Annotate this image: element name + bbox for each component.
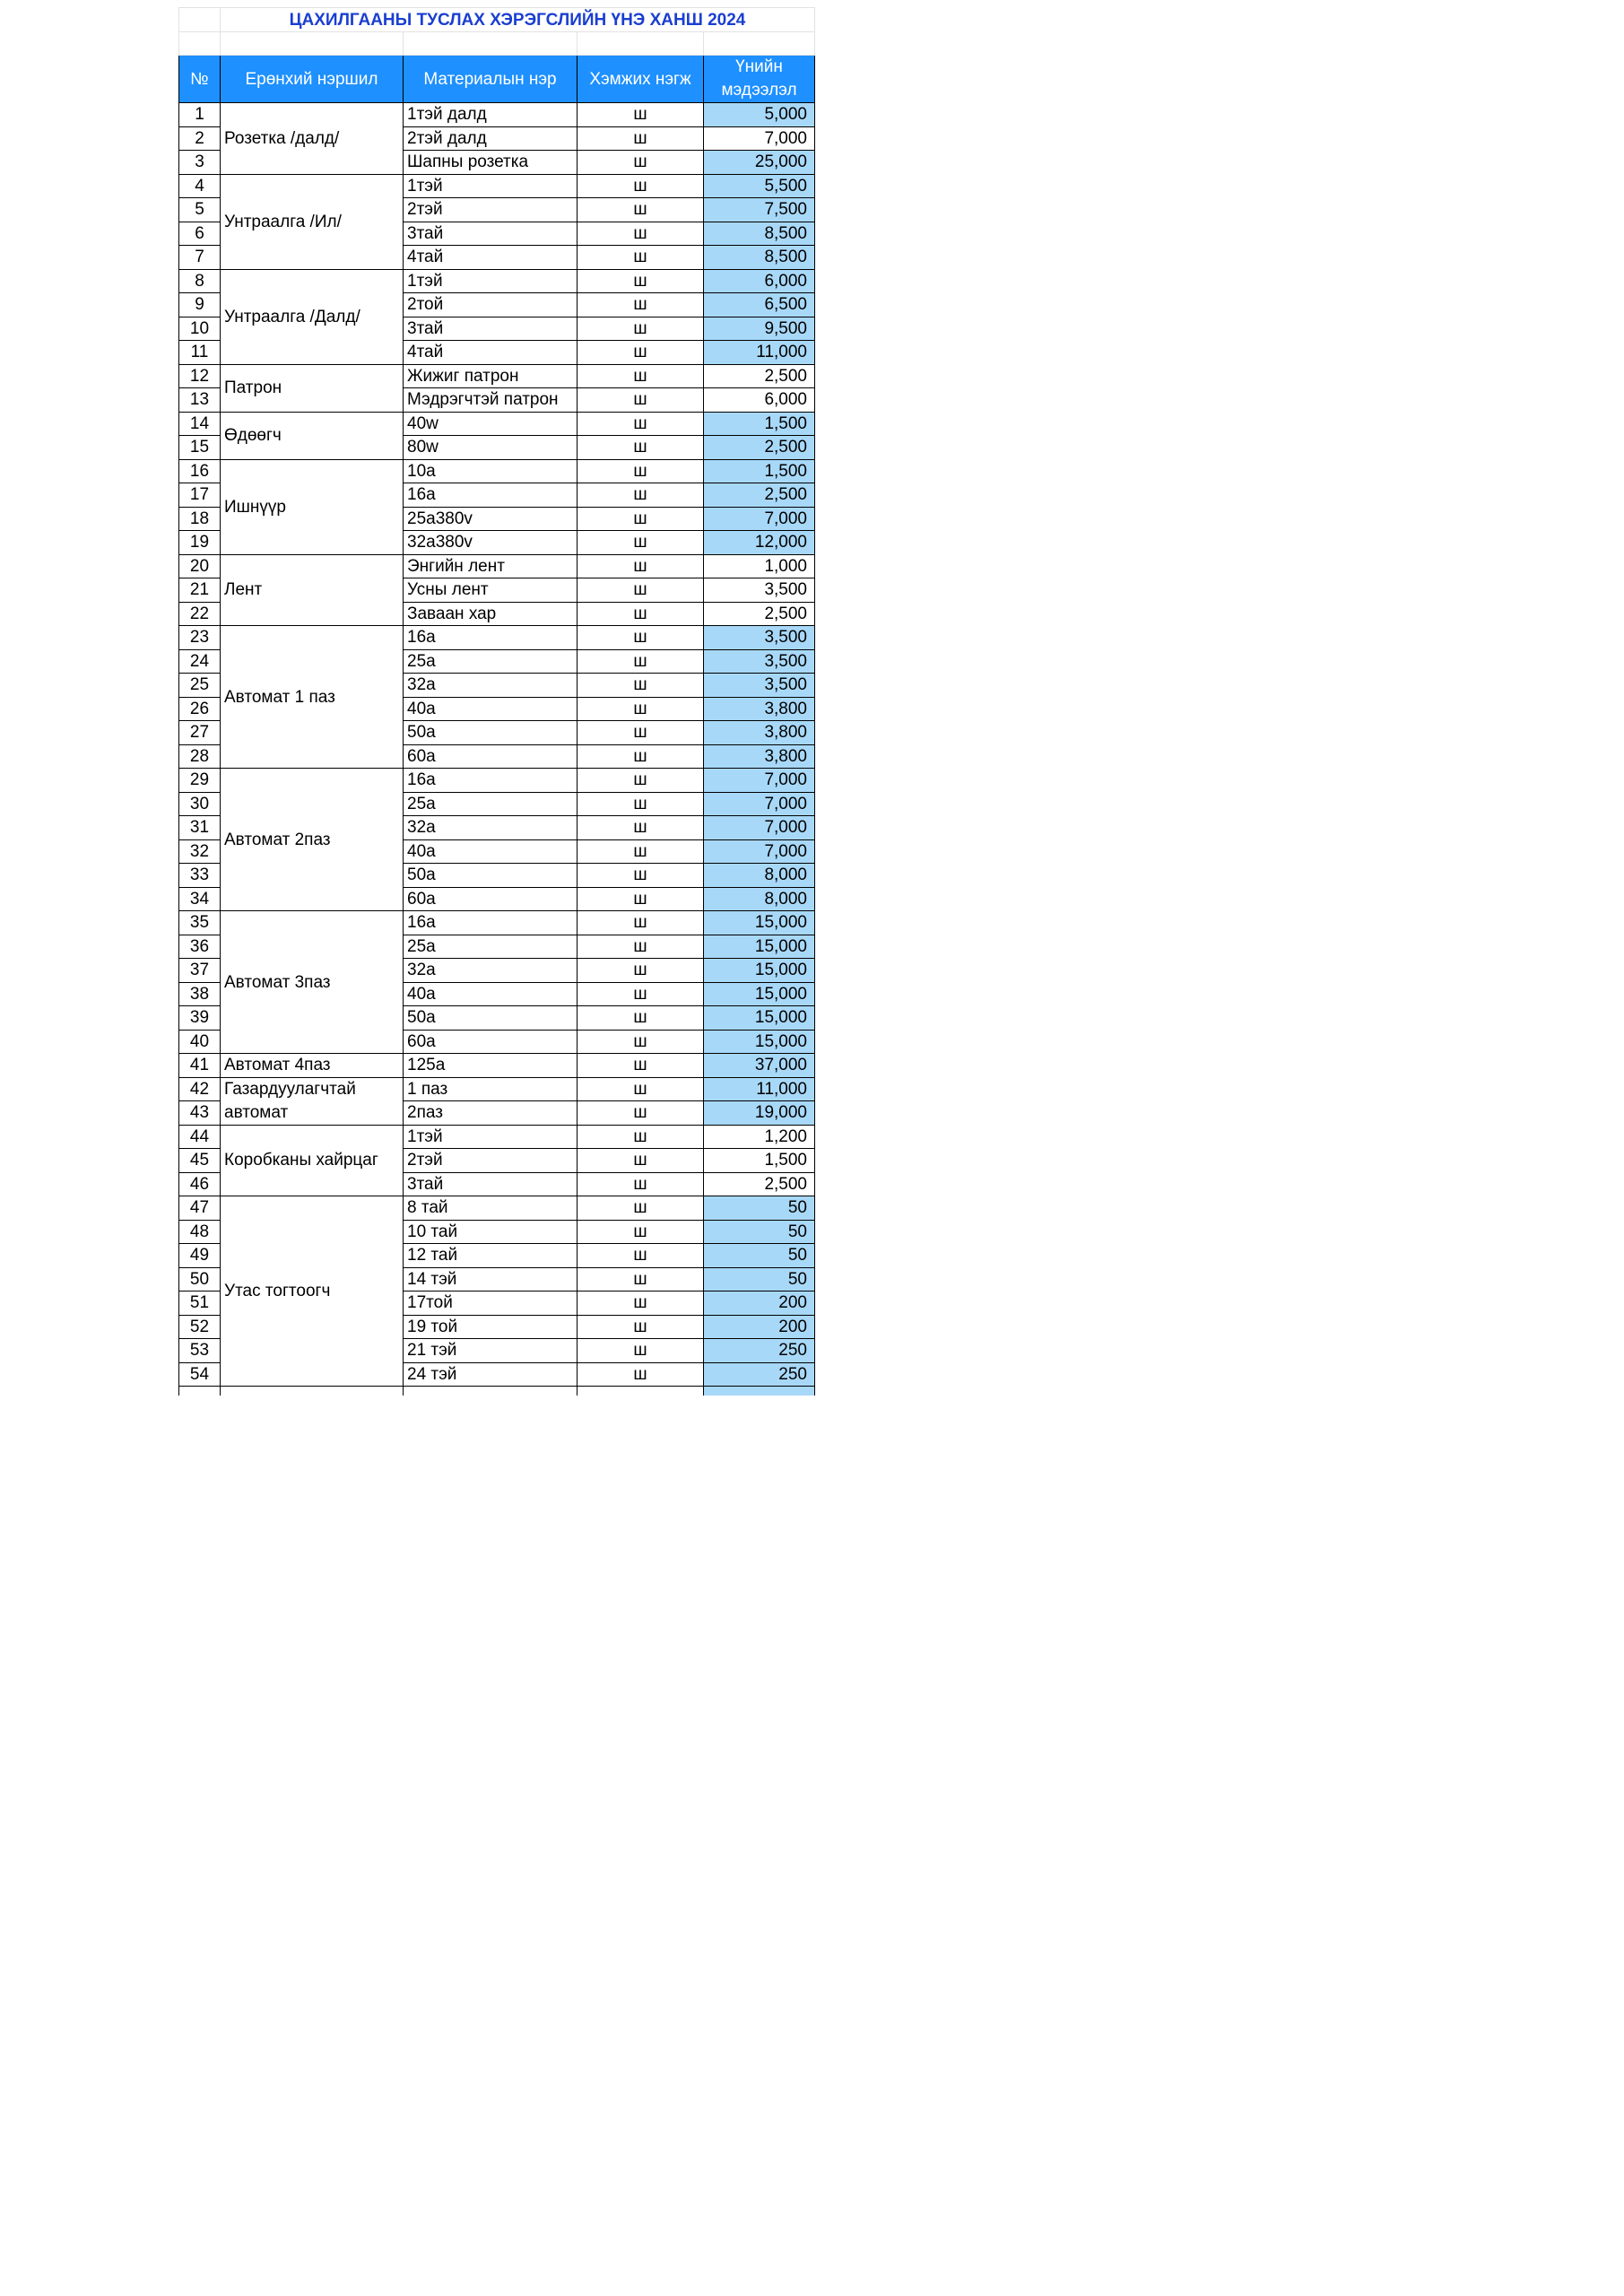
price-cell: 7,000 xyxy=(704,792,815,816)
material-name-cell: 1тэй далд xyxy=(404,103,578,127)
row-number: 5 xyxy=(179,198,221,222)
blank-row xyxy=(179,32,815,56)
price-cell: 6,000 xyxy=(704,269,815,293)
material-name-cell: 32а xyxy=(404,959,578,983)
material-name-cell: 50а xyxy=(404,721,578,745)
general-name-cell: Унтраалга /Ил/ xyxy=(221,174,404,269)
unit-cell: ш xyxy=(578,198,704,222)
cutoff-cell xyxy=(578,1387,704,1396)
unit-cell: ш xyxy=(578,126,704,151)
row-number: 34 xyxy=(179,887,221,911)
table-row-cutoff xyxy=(179,1387,815,1396)
row-number: 4 xyxy=(179,174,221,198)
table-row xyxy=(179,412,815,436)
price-cell: 1,200 xyxy=(704,1125,815,1149)
unit-cell: ш xyxy=(578,744,704,769)
row-number: 14 xyxy=(179,412,221,436)
row-number: 51 xyxy=(179,1292,221,1316)
row-number: 52 xyxy=(179,1315,221,1339)
material-name-cell: 25а xyxy=(404,792,578,816)
material-name-cell: 40а xyxy=(404,982,578,1006)
material-name-cell: 17той xyxy=(404,1292,578,1316)
price-cell: 3,800 xyxy=(704,721,815,745)
material-name-cell: Усны лент xyxy=(404,578,578,603)
material-name-cell: 10а xyxy=(404,459,578,483)
unit-cell: ш xyxy=(578,626,704,650)
price-cell: 2,500 xyxy=(704,1172,815,1196)
material-name-cell: 1тэй xyxy=(404,269,578,293)
row-number: 3 xyxy=(179,151,221,175)
unit-cell: ш xyxy=(578,769,704,793)
material-name-cell: 21 тэй xyxy=(404,1339,578,1363)
row-number: 25 xyxy=(179,674,221,698)
price-cell: 7,000 xyxy=(704,507,815,531)
unit-cell: ш xyxy=(578,697,704,721)
unit-cell: ш xyxy=(578,174,704,198)
unit-cell: ш xyxy=(578,507,704,531)
price-cell: 8,000 xyxy=(704,887,815,911)
material-name-cell: 1 паз xyxy=(404,1077,578,1101)
row-number: 23 xyxy=(179,626,221,650)
price-cell: 12,000 xyxy=(704,531,815,555)
material-name-cell: Мэдрэгчтэй патрон xyxy=(404,388,578,413)
general-name-cell: Унтраалга /Далд/ xyxy=(221,269,404,364)
price-cell: 200 xyxy=(704,1315,815,1339)
material-name-cell: 3тай xyxy=(404,317,578,341)
unit-cell: ш xyxy=(578,1220,704,1244)
row-number: 35 xyxy=(179,911,221,935)
price-cell: 5,000 xyxy=(704,103,815,127)
price-cell: 250 xyxy=(704,1362,815,1387)
price-cell: 50 xyxy=(704,1244,815,1268)
table-row xyxy=(179,911,815,935)
unit-cell: ш xyxy=(578,554,704,578)
unit-cell: ш xyxy=(578,293,704,317)
price-cell: 15,000 xyxy=(704,1030,815,1054)
unit-cell: ш xyxy=(578,317,704,341)
price-sheet xyxy=(178,7,815,1396)
material-name-cell: Заваан хар xyxy=(404,602,578,626)
unit-cell: ш xyxy=(578,959,704,983)
price-cell: 2,500 xyxy=(704,602,815,626)
price-cell: 7,500 xyxy=(704,198,815,222)
title-row xyxy=(179,8,815,32)
row-number: 36 xyxy=(179,935,221,959)
price-cell: 1,500 xyxy=(704,459,815,483)
cutoff-cell xyxy=(179,1387,221,1396)
price-cell: 11,000 xyxy=(704,341,815,365)
price-cell: 25,000 xyxy=(704,151,815,175)
price-cell: 8,000 xyxy=(704,864,815,888)
price-cell: 250 xyxy=(704,1339,815,1363)
price-cell: 1,000 xyxy=(704,554,815,578)
row-number: 46 xyxy=(179,1172,221,1196)
material-name-cell: Шапны розетка xyxy=(404,151,578,175)
material-name-cell: 4тай xyxy=(404,246,578,270)
unit-cell: ш xyxy=(578,246,704,270)
material-name-cell: 40w xyxy=(404,412,578,436)
price-cell: 3,500 xyxy=(704,674,815,698)
price-cell: 8,500 xyxy=(704,222,815,246)
unit-cell: ш xyxy=(578,483,704,508)
row-number: 38 xyxy=(179,982,221,1006)
header-no: № xyxy=(179,56,221,103)
row-number: 19 xyxy=(179,531,221,555)
material-name-cell: 60а xyxy=(404,1030,578,1054)
material-name-cell: 60а xyxy=(404,887,578,911)
row-number: 37 xyxy=(179,959,221,983)
unit-cell: ш xyxy=(578,864,704,888)
table-row xyxy=(179,269,815,293)
row-number: 26 xyxy=(179,697,221,721)
row-number: 49 xyxy=(179,1244,221,1268)
row-number: 7 xyxy=(179,246,221,270)
price-cell: 5,500 xyxy=(704,174,815,198)
unit-cell: ш xyxy=(578,1006,704,1031)
row-number: 41 xyxy=(179,1054,221,1078)
row-number: 53 xyxy=(179,1339,221,1363)
general-name-cell: Патрон xyxy=(221,364,404,412)
price-cell: 7,000 xyxy=(704,816,815,840)
price-cell: 11,000 xyxy=(704,1077,815,1101)
price-cell: 7,000 xyxy=(704,126,815,151)
general-name-cell: Лент xyxy=(221,554,404,626)
material-name-cell: 125а xyxy=(404,1054,578,1078)
row-number: 33 xyxy=(179,864,221,888)
unit-cell: ш xyxy=(578,1267,704,1292)
header-general: Ерөнхий нэршил xyxy=(221,56,404,103)
price-cell: 15,000 xyxy=(704,1006,815,1031)
row-number: 18 xyxy=(179,507,221,531)
price-cell: 2,500 xyxy=(704,483,815,508)
price-cell: 15,000 xyxy=(704,935,815,959)
header-row xyxy=(179,56,815,103)
row-number: 21 xyxy=(179,578,221,603)
price-cell: 2,500 xyxy=(704,436,815,460)
unit-cell: ш xyxy=(578,911,704,935)
general-name-cell: Автомат 4паз xyxy=(221,1054,404,1078)
unit-cell: ш xyxy=(578,269,704,293)
row-number: 27 xyxy=(179,721,221,745)
material-name-cell: 4тай xyxy=(404,341,578,365)
general-name-cell: Автомат 3паз xyxy=(221,911,404,1054)
material-name-cell: 10 тай xyxy=(404,1220,578,1244)
row-number: 10 xyxy=(179,317,221,341)
material-name-cell: 1тэй xyxy=(404,174,578,198)
unit-cell: ш xyxy=(578,1292,704,1316)
price-table xyxy=(178,7,815,1396)
row-number: 54 xyxy=(179,1362,221,1387)
material-name-cell: 3тай xyxy=(404,222,578,246)
row-number: 48 xyxy=(179,1220,221,1244)
table-row xyxy=(179,1077,815,1101)
table-row xyxy=(179,1125,815,1149)
row-number: 43 xyxy=(179,1101,221,1126)
material-name-cell: 32а xyxy=(404,674,578,698)
material-name-cell: Энгийн лент xyxy=(404,554,578,578)
table-row xyxy=(179,103,815,127)
price-cell: 3,500 xyxy=(704,578,815,603)
material-name-cell: 2тэй xyxy=(404,198,578,222)
table-row xyxy=(179,626,815,650)
row-number: 17 xyxy=(179,483,221,508)
row-number: 15 xyxy=(179,436,221,460)
price-cell: 15,000 xyxy=(704,911,815,935)
unit-cell: ш xyxy=(578,1125,704,1149)
unit-cell: ш xyxy=(578,1315,704,1339)
unit-cell: ш xyxy=(578,578,704,603)
unit-cell: ш xyxy=(578,388,704,413)
material-name-cell: 12 тай xyxy=(404,1244,578,1268)
material-name-cell: 8 тай xyxy=(404,1196,578,1221)
material-name-cell: 25а380v xyxy=(404,507,578,531)
material-name-cell: Жижиг патрон xyxy=(404,364,578,388)
header-price xyxy=(704,56,815,103)
table-row xyxy=(179,459,815,483)
header-unit: Хэмжих нэгж xyxy=(578,56,704,103)
unit-cell: ш xyxy=(578,1172,704,1196)
unit-cell: ш xyxy=(578,982,704,1006)
material-name-cell: 16а xyxy=(404,911,578,935)
unit-cell: ш xyxy=(578,222,704,246)
price-cell: 2,500 xyxy=(704,364,815,388)
material-name-cell: 1тэй xyxy=(404,1125,578,1149)
price-cell: 50 xyxy=(704,1220,815,1244)
general-name-cell: Утас тогтоогч xyxy=(221,1196,404,1387)
material-name-cell: 2той xyxy=(404,293,578,317)
material-name-cell: 14 тэй xyxy=(404,1267,578,1292)
row-number: 13 xyxy=(179,388,221,413)
unit-cell: ш xyxy=(578,103,704,127)
material-name-cell: 50а xyxy=(404,1006,578,1031)
unit-cell: ш xyxy=(578,935,704,959)
price-cell: 9,500 xyxy=(704,317,815,341)
material-name-cell: 19 той xyxy=(404,1315,578,1339)
general-name-cell: Өдөөгч xyxy=(221,412,404,459)
row-number: 8 xyxy=(179,269,221,293)
general-name-cell: Коробканы хайрцаг xyxy=(221,1125,404,1196)
row-number: 50 xyxy=(179,1267,221,1292)
cutoff-cell xyxy=(704,1387,815,1396)
price-cell: 3,800 xyxy=(704,744,815,769)
unit-cell: ш xyxy=(578,816,704,840)
row-number: 20 xyxy=(179,554,221,578)
price-cell: 50 xyxy=(704,1267,815,1292)
row-number: 32 xyxy=(179,839,221,864)
unit-cell: ш xyxy=(578,531,704,555)
unit-cell: ш xyxy=(578,674,704,698)
row-number: 31 xyxy=(179,816,221,840)
unit-cell: ш xyxy=(578,436,704,460)
material-name-cell: 50а xyxy=(404,864,578,888)
row-number: 6 xyxy=(179,222,221,246)
row-number: 42 xyxy=(179,1077,221,1101)
material-name-cell: 3тай xyxy=(404,1172,578,1196)
material-name-cell: 2тэй далд xyxy=(404,126,578,151)
table-row xyxy=(179,554,815,578)
table-row xyxy=(179,174,815,198)
row-number: 30 xyxy=(179,792,221,816)
unit-cell: ш xyxy=(578,1054,704,1078)
unit-cell: ш xyxy=(578,151,704,175)
table-row xyxy=(179,1196,815,1221)
row-number: 28 xyxy=(179,744,221,769)
table-row xyxy=(179,1054,815,1078)
row-number: 24 xyxy=(179,649,221,674)
sheet-title: ЦАХИЛГААНЫ ТУСЛАХ ХЭРЭГСЛИЙН ҮНЭ ХАНШ 2024 xyxy=(221,8,815,32)
material-name-cell: 16а xyxy=(404,626,578,650)
row-number: 47 xyxy=(179,1196,221,1221)
price-cell: 7,000 xyxy=(704,769,815,793)
material-name-cell: 32а xyxy=(404,816,578,840)
row-number: 22 xyxy=(179,602,221,626)
general-name-cell: Ишнүүр xyxy=(221,459,404,554)
row-number: 40 xyxy=(179,1030,221,1054)
general-name-cell: Розетка /далд/ xyxy=(221,103,404,175)
unit-cell: ш xyxy=(578,649,704,674)
row-number: 9 xyxy=(179,293,221,317)
header-price-line2: мэдээлэл xyxy=(721,81,797,100)
row-number: 12 xyxy=(179,364,221,388)
header-material: Материалын нэр xyxy=(404,56,578,103)
material-name-cell: 32а380v xyxy=(404,531,578,555)
material-name-cell: 80w xyxy=(404,436,578,460)
price-cell: 3,500 xyxy=(704,626,815,650)
price-cell: 6,000 xyxy=(704,388,815,413)
unit-cell: ш xyxy=(578,887,704,911)
material-name-cell: 60а xyxy=(404,744,578,769)
unit-cell: ш xyxy=(578,839,704,864)
price-cell: 6,500 xyxy=(704,293,815,317)
material-name-cell: 25а xyxy=(404,935,578,959)
unit-cell: ш xyxy=(578,412,704,436)
price-cell: 1,500 xyxy=(704,1149,815,1173)
price-cell: 15,000 xyxy=(704,959,815,983)
table-row xyxy=(179,364,815,388)
price-cell: 200 xyxy=(704,1292,815,1316)
unit-cell: ш xyxy=(578,1149,704,1173)
price-cell: 1,500 xyxy=(704,412,815,436)
price-cell: 37,000 xyxy=(704,1054,815,1078)
general-name-cell: Газардуулагчтай автомат xyxy=(221,1077,404,1125)
unit-cell: ш xyxy=(578,721,704,745)
material-name-cell: 2тэй xyxy=(404,1149,578,1173)
row-number: 1 xyxy=(179,103,221,127)
unit-cell: ш xyxy=(578,1101,704,1126)
unit-cell: ш xyxy=(578,792,704,816)
unit-cell: ш xyxy=(578,1196,704,1221)
material-name-cell: 40а xyxy=(404,697,578,721)
unit-cell: ш xyxy=(578,1030,704,1054)
unit-cell: ш xyxy=(578,341,704,365)
material-name-cell: 16а xyxy=(404,483,578,508)
price-cell: 8,500 xyxy=(704,246,815,270)
material-name-cell: 40а xyxy=(404,839,578,864)
general-name-cell: Автомат 1 паз xyxy=(221,626,404,769)
row-number: 29 xyxy=(179,769,221,793)
material-name-cell: 24 тэй xyxy=(404,1362,578,1387)
price-cell: 3,500 xyxy=(704,649,815,674)
material-name-cell: 16а xyxy=(404,769,578,793)
table-row xyxy=(179,769,815,793)
price-cell: 7,000 xyxy=(704,839,815,864)
unit-cell: ш xyxy=(578,602,704,626)
cutoff-cell xyxy=(404,1387,578,1396)
price-cell: 15,000 xyxy=(704,982,815,1006)
unit-cell: ш xyxy=(578,1077,704,1101)
price-cell: 19,000 xyxy=(704,1101,815,1126)
unit-cell: ш xyxy=(578,1362,704,1387)
price-cell: 50 xyxy=(704,1196,815,1221)
row-number: 39 xyxy=(179,1006,221,1031)
cutoff-cell xyxy=(221,1387,404,1396)
row-number: 44 xyxy=(179,1125,221,1149)
row-number: 45 xyxy=(179,1149,221,1173)
row-number: 16 xyxy=(179,459,221,483)
row-number: 2 xyxy=(179,126,221,151)
unit-cell: ш xyxy=(578,1244,704,1268)
header-price-line1: Үнийн xyxy=(735,57,783,76)
material-name-cell: 2паз xyxy=(404,1101,578,1126)
general-name-cell: Автомат 2паз xyxy=(221,769,404,911)
row-number: 11 xyxy=(179,341,221,365)
material-name-cell: 25а xyxy=(404,649,578,674)
unit-cell: ш xyxy=(578,1339,704,1363)
unit-cell: ш xyxy=(578,459,704,483)
unit-cell: ш xyxy=(578,364,704,388)
price-cell: 3,800 xyxy=(704,697,815,721)
